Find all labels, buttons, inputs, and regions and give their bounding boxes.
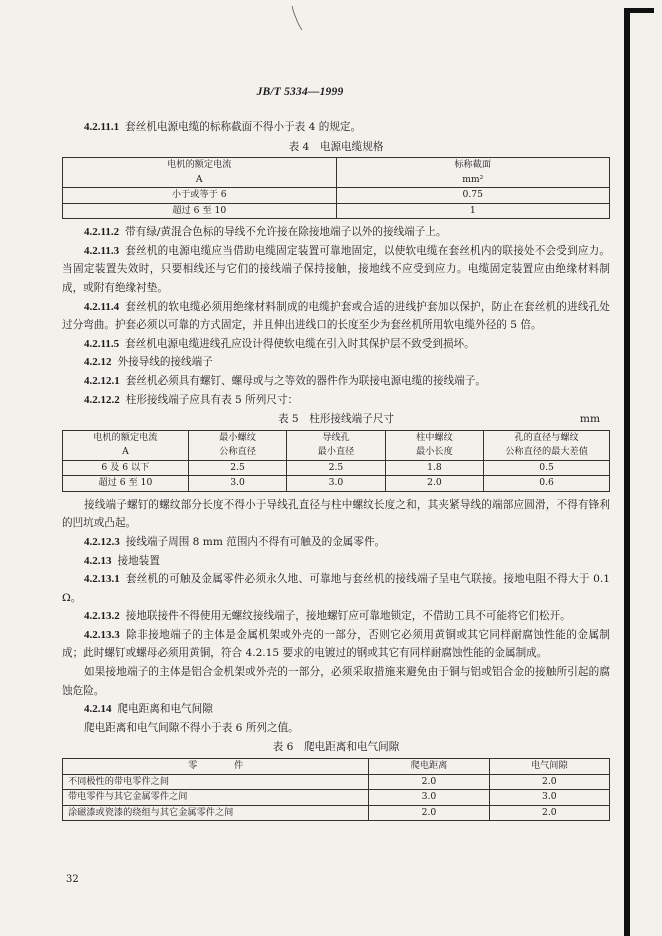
table5-title: 表 5 柱形接线端子尺寸 <box>277 413 395 426</box>
document-header: JB/T 5334—1999 <box>256 86 344 98</box>
paragraph-after-4-2-13-3: 如果接地端子的主体是铝合金机架或外壳的一部分，必须采取措施来避免由于铜与铝或铝合金的接触所引起的腐蚀危险。 <box>62 666 610 697</box>
clause-4-2-13-3: 4.2.13.3 除非接地端子的主体是金属机架或外壳的一部分，否则它必须用黄铜或其它同样耐腐蚀性能的金属制成；此时螺钉或螺母必须用黄铜，符合 4.2.15 要求的电镀过的钢或其它有同样耐腐蚀性能的金属制成。 <box>62 628 610 660</box>
clause-4-2-11-1: 4.2.11.1 套丝机电源电缆的标称截面不得小于表 4 的规定。 <box>84 121 362 133</box>
table4 <box>62 157 610 219</box>
clause-4-2-13: 4.2.13 接地装置 <box>84 554 160 567</box>
scan-edge-cap <box>624 8 654 13</box>
scan-edge-bar <box>624 8 630 936</box>
table-row: 涂磁漆或瓷漆的绕组与其它金属零件之间 2.0 2.0 <box>63 805 610 821</box>
clause-4-2-14: 4.2.14 爬电距离和电气间隙 <box>84 703 213 716</box>
table-row: 超过 6 至 10 1 <box>63 203 610 219</box>
clause-4-2-12-3: 4.2.12.3 接线端子周围 8 mm 范围内不得有可触及的金属零件。 <box>84 535 386 548</box>
paragraph-after-4-2-14: 爬电距离和电气间隙不得小于表 6 所列之值。 <box>84 721 299 734</box>
document-body <box>62 118 610 825</box>
table-row: 电机的额定电流 最小螺纹 导线孔 柱中螺纹 孔的直径与螺纹 <box>63 430 610 445</box>
table-row: A mm² <box>63 173 610 188</box>
clause-4-2-11-2: 4.2.11.2 带有绿/黄混合色标的导线不允许接在除接地端子以外的接线端子上。 <box>84 226 447 239</box>
clause-4-2-11-3: 4.2.11.3 套丝机的电源电缆应当借助电缆固定装置可靠地固定，以使软电缆在套丝机内的联接处不会受到应力。当固定装置失效时，只要相线还与它们的接线端子保持接触，接地线不应受到应力。电缆固定装置应由绝缘材料制成，或附有绝缘衬垫。 <box>62 244 610 294</box>
scan-mark <box>288 4 306 32</box>
clause-4-2-12-2: 4.2.12.2 柱形接线端子应具有表 5 所列尺寸： <box>84 393 299 406</box>
clause-4-2-12: 4.2.12 外接导线的接线端子 <box>84 356 213 369</box>
table-row: 带电零件与其它金属零件之间 3.0 3.0 <box>63 790 610 806</box>
table-row: 电机的额定电流 标称截面 <box>63 158 610 173</box>
table-row: 6 及 6 以下 2.5 2.5 1.8 0.5 <box>63 460 610 476</box>
table-row: 超过 6 至 10 3.0 3.0 2.0 0.6 <box>63 476 610 492</box>
clause-4-2-13-1: 4.2.13.1 套丝机的可触及金属零件必须永久地、可靠地与套丝机的接线端子呈电气联接。接地电阻不得大于 0.1 Ω。 <box>62 573 610 604</box>
table4-title: 表 4 电源电缆规格 <box>288 140 384 153</box>
table-row: 小于或等于 6 0.75 <box>63 188 610 204</box>
page-number: 32 <box>66 874 79 885</box>
paragraph-after-table5: 接线端子螺钉的螺纹部分长度不得小于导线孔直径与柱中螺纹长度之和，其夹紧导线的端部应圆滑，不得有锋利的凹坑或凸起。 <box>62 498 610 530</box>
table5 <box>62 430 610 492</box>
table-row: 零 件 爬电距离 电气间隙 <box>63 759 610 775</box>
clause-4-2-13-2: 4.2.13.2 接地联接件不得使用无螺纹接线端子，接地螺钉应可靠地锁定，不借助工具不可能将它们松开。 <box>84 610 571 623</box>
table5-unit: mm <box>579 413 600 426</box>
table6 <box>62 758 610 821</box>
clause-4-2-12-1: 4.2.12.1 套丝机必须具有螺钉、螺母或与之等效的器件作为联接电源电缆的接线端子。 <box>84 374 486 387</box>
table6-title: 表 6 爬电距离和电气间隙 <box>272 741 400 754</box>
table-row: 不同极性的带电零件之间 2.0 2.0 <box>63 774 610 790</box>
table5-caption <box>62 410 610 429</box>
clause-4-2-11-4: 4.2.11.4 套丝机的软电缆必须用绝缘材料制成的电缆护套或合适的进线护套加以保护，防止在套丝机的进线孔处过分弯曲。护套必须以可靠的方式固定，并且伸出进线口的长度至少为套丝机所用软电缆外径的 5 倍。 <box>62 300 610 332</box>
clause-4-2-11-5: 4.2.11.5 套丝机电源电缆进线孔应设计得使软电缆在引入时其保护层不致受到损坏。 <box>84 337 475 350</box>
table-row: A 公称直径 最小直径 最小长度 公称直径的最大差值 <box>63 445 610 460</box>
